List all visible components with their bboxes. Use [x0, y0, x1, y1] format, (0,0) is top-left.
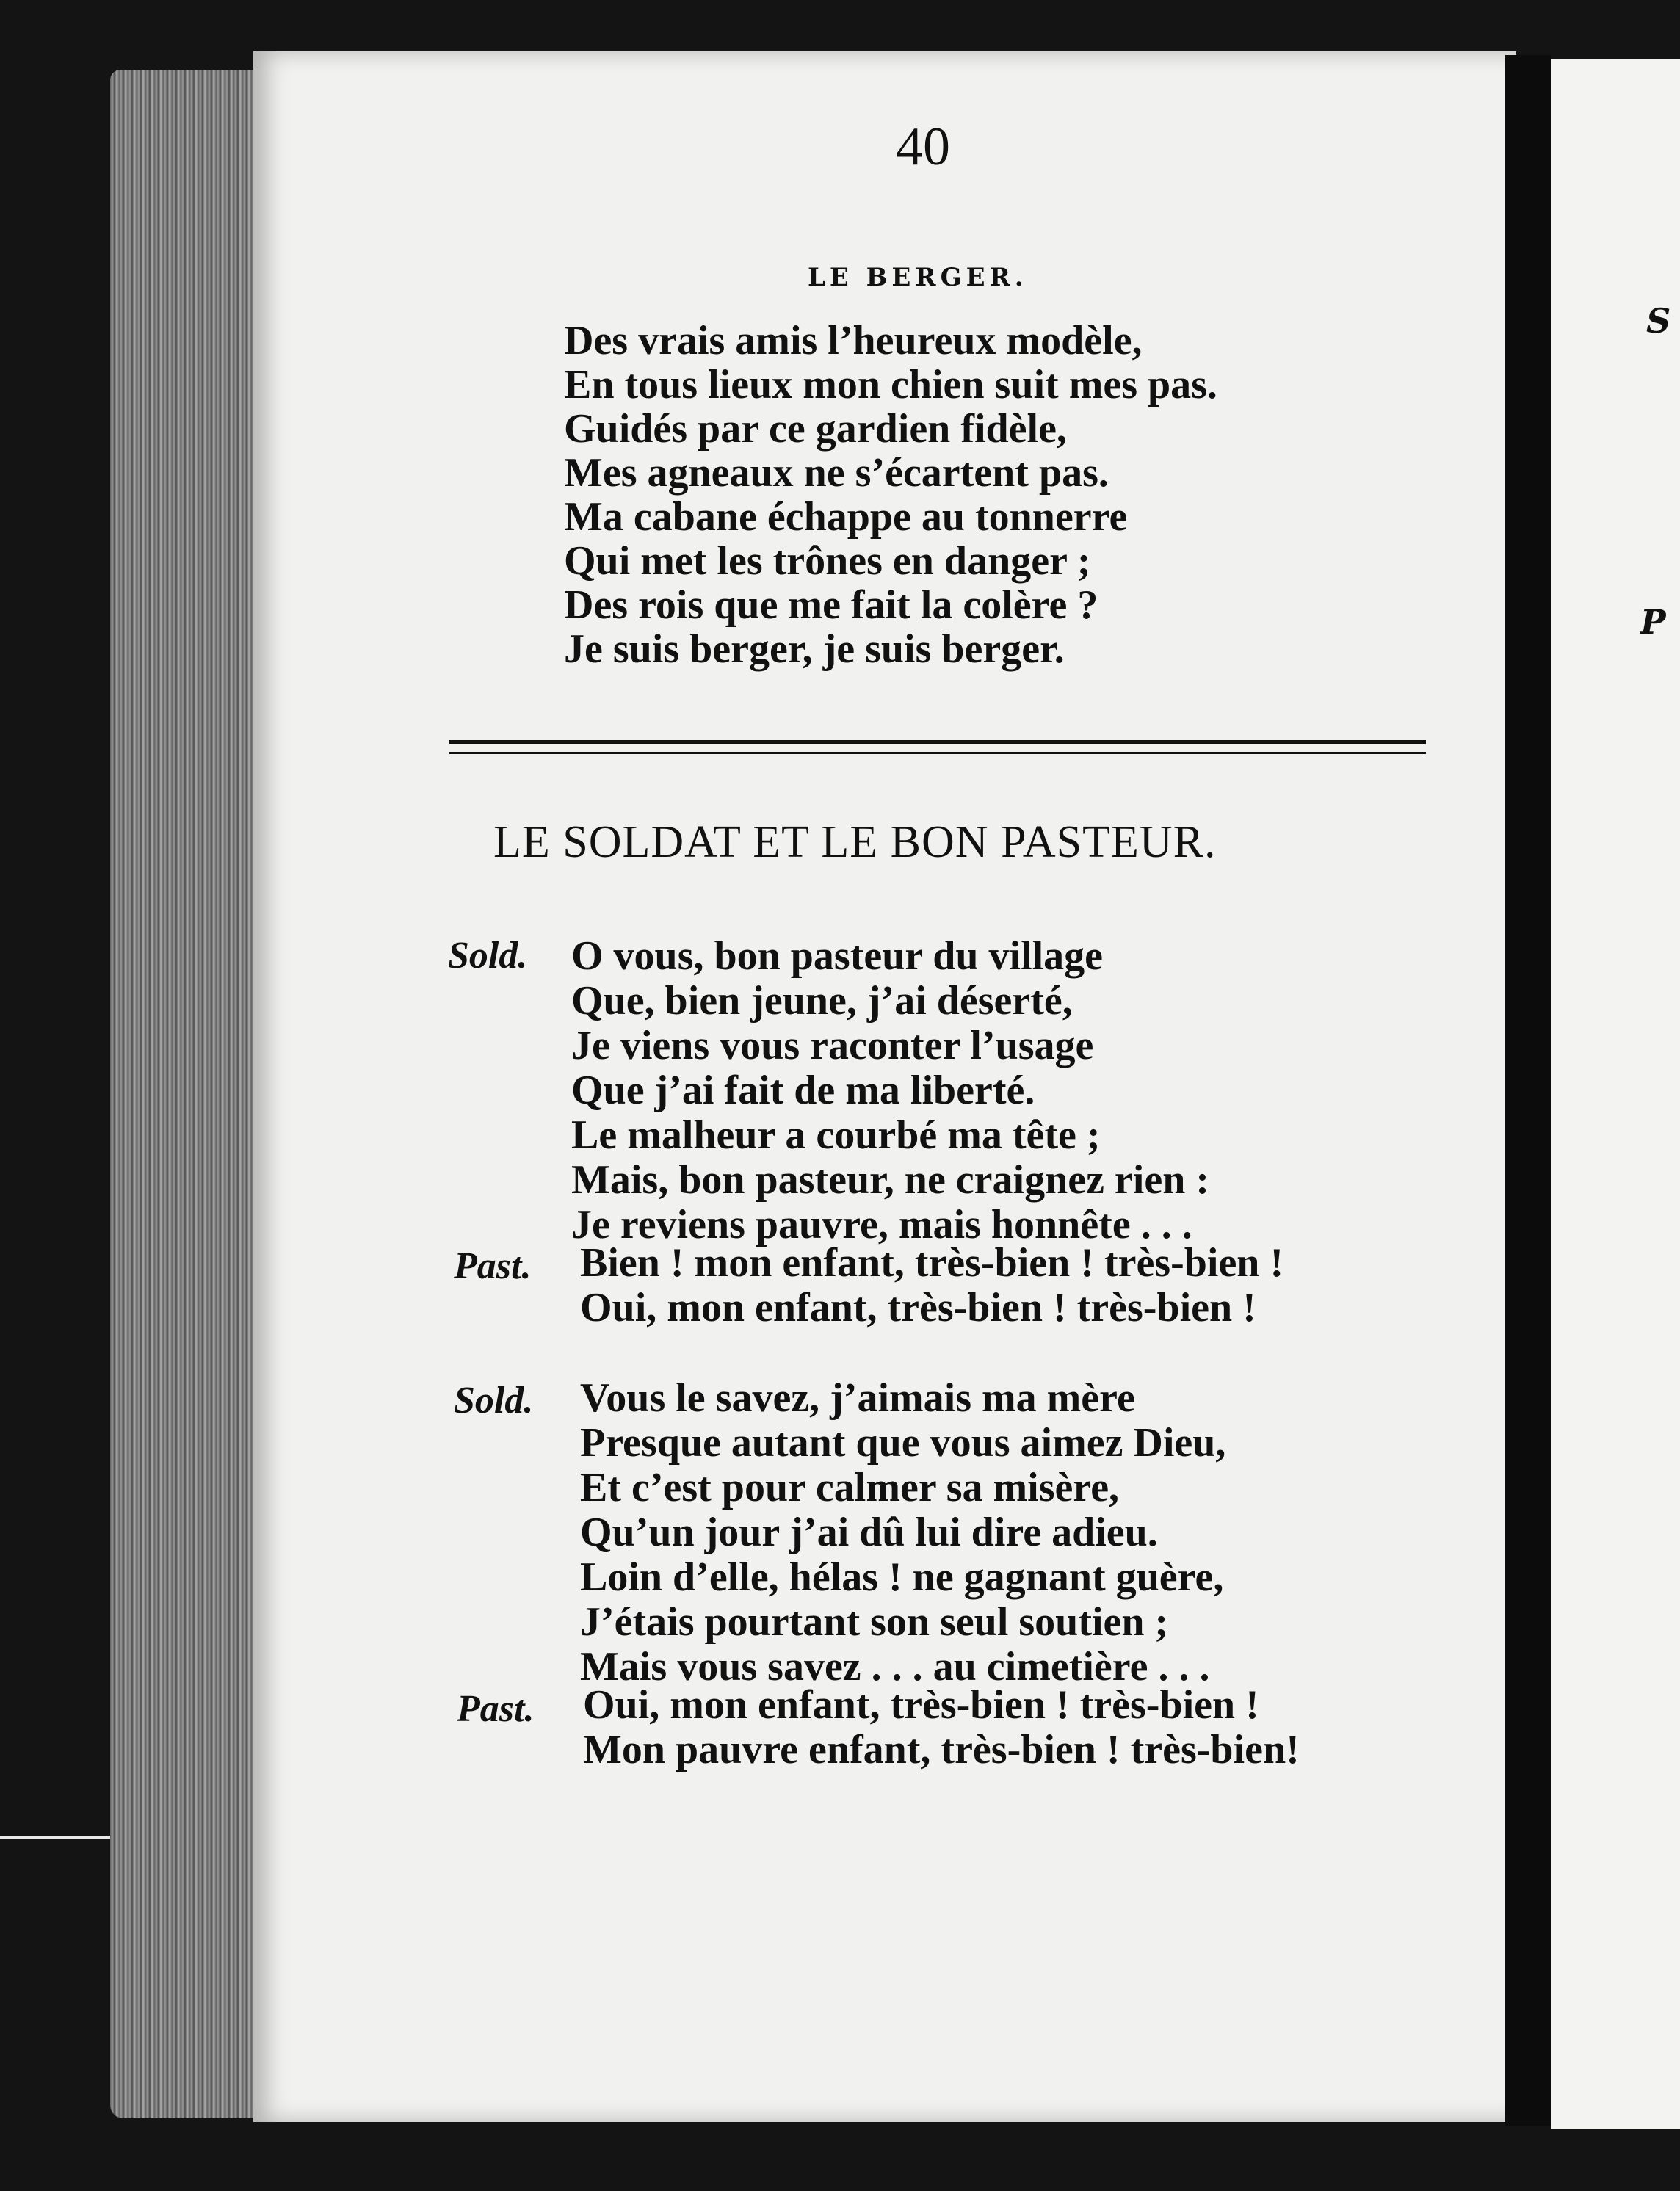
verse-line: Je reviens pauvre, mais honnête . . . [571, 1202, 1192, 1247]
verse-line: Des rois que me fait la colère ? [564, 582, 1098, 628]
verse-line: Que j’ai fait de ma liberté. [571, 1068, 1035, 1113]
verse-line: Le malheur a courbé ma tête ; [571, 1112, 1101, 1158]
right-page [1551, 59, 1680, 2129]
divider-rule [449, 752, 1426, 754]
verse-line: Ma cabane échappe au tonnerre [564, 494, 1128, 540]
verse-line: Mais vous savez . . . au cimetière . . . [580, 1644, 1210, 1690]
verse-line: Loin d’elle, hélas ! ne gagnant guère, [580, 1554, 1224, 1600]
verse-line: Je suis berger, je suis berger. [564, 626, 1065, 672]
speaker-label: Past. [454, 1245, 532, 1287]
verse-line: Qui met les trônes en danger ; [564, 538, 1091, 584]
verse-line: J’étais pourtant son seul soutien ; [580, 1599, 1169, 1645]
section-heading: LE BERGER. [808, 263, 1028, 292]
verse-line: Des vrais amis l’heureux modèle, [564, 318, 1143, 363]
verse-line: Qu’un jour j’ai dû lui dire adieu. [580, 1510, 1158, 1555]
book-page-edges [110, 70, 264, 2118]
right-page-fragment: P [1640, 602, 1666, 642]
verse-line: Oui, mon enfant, très-bien ! très-bien ! [583, 1682, 1259, 1728]
verse-line: En tous lieux mon chien suit mes pas. [564, 362, 1217, 408]
verse-line: Presque autant que vous aimez Dieu, [580, 1420, 1226, 1466]
speaker-label: Sold. [454, 1380, 534, 1422]
speaker-label: Sold. [448, 935, 528, 977]
verse-line: Mes agneaux ne s’écartent pas. [564, 450, 1109, 496]
verse-line: Et c’est pour calmer sa misère, [580, 1465, 1120, 1510]
verse-line: Mon pauvre enfant, très-bien ! très-bien! [583, 1727, 1300, 1772]
verse-line: Je viens vous raconter l’usage [571, 1023, 1094, 1068]
verse-line: Bien ! mon enfant, très-bien ! très-bien ! [580, 1240, 1284, 1286]
speaker-label: Past. [457, 1688, 535, 1730]
verse-line: Guidés par ce gardien fidèle, [564, 406, 1067, 452]
verse-line: Mais, bon pasteur, ne craignez rien : [571, 1157, 1209, 1203]
page-number: 40 [896, 117, 950, 177]
right-page-fragment: S [1646, 301, 1671, 341]
song-title: LE SOLDAT ET LE BON PASTEUR. [493, 817, 1217, 867]
verse-line: Oui, mon enfant, très-bien ! très-bien ! [580, 1285, 1256, 1330]
book-gutter [1505, 55, 1551, 2126]
verse-line: Vous le savez, j’aimais ma mère [580, 1375, 1135, 1421]
divider-rule [449, 740, 1426, 744]
verse-line: O vous, bon pasteur du village [571, 933, 1104, 979]
verse-line: Que, bien jeune, j’ai déserté, [571, 978, 1073, 1024]
